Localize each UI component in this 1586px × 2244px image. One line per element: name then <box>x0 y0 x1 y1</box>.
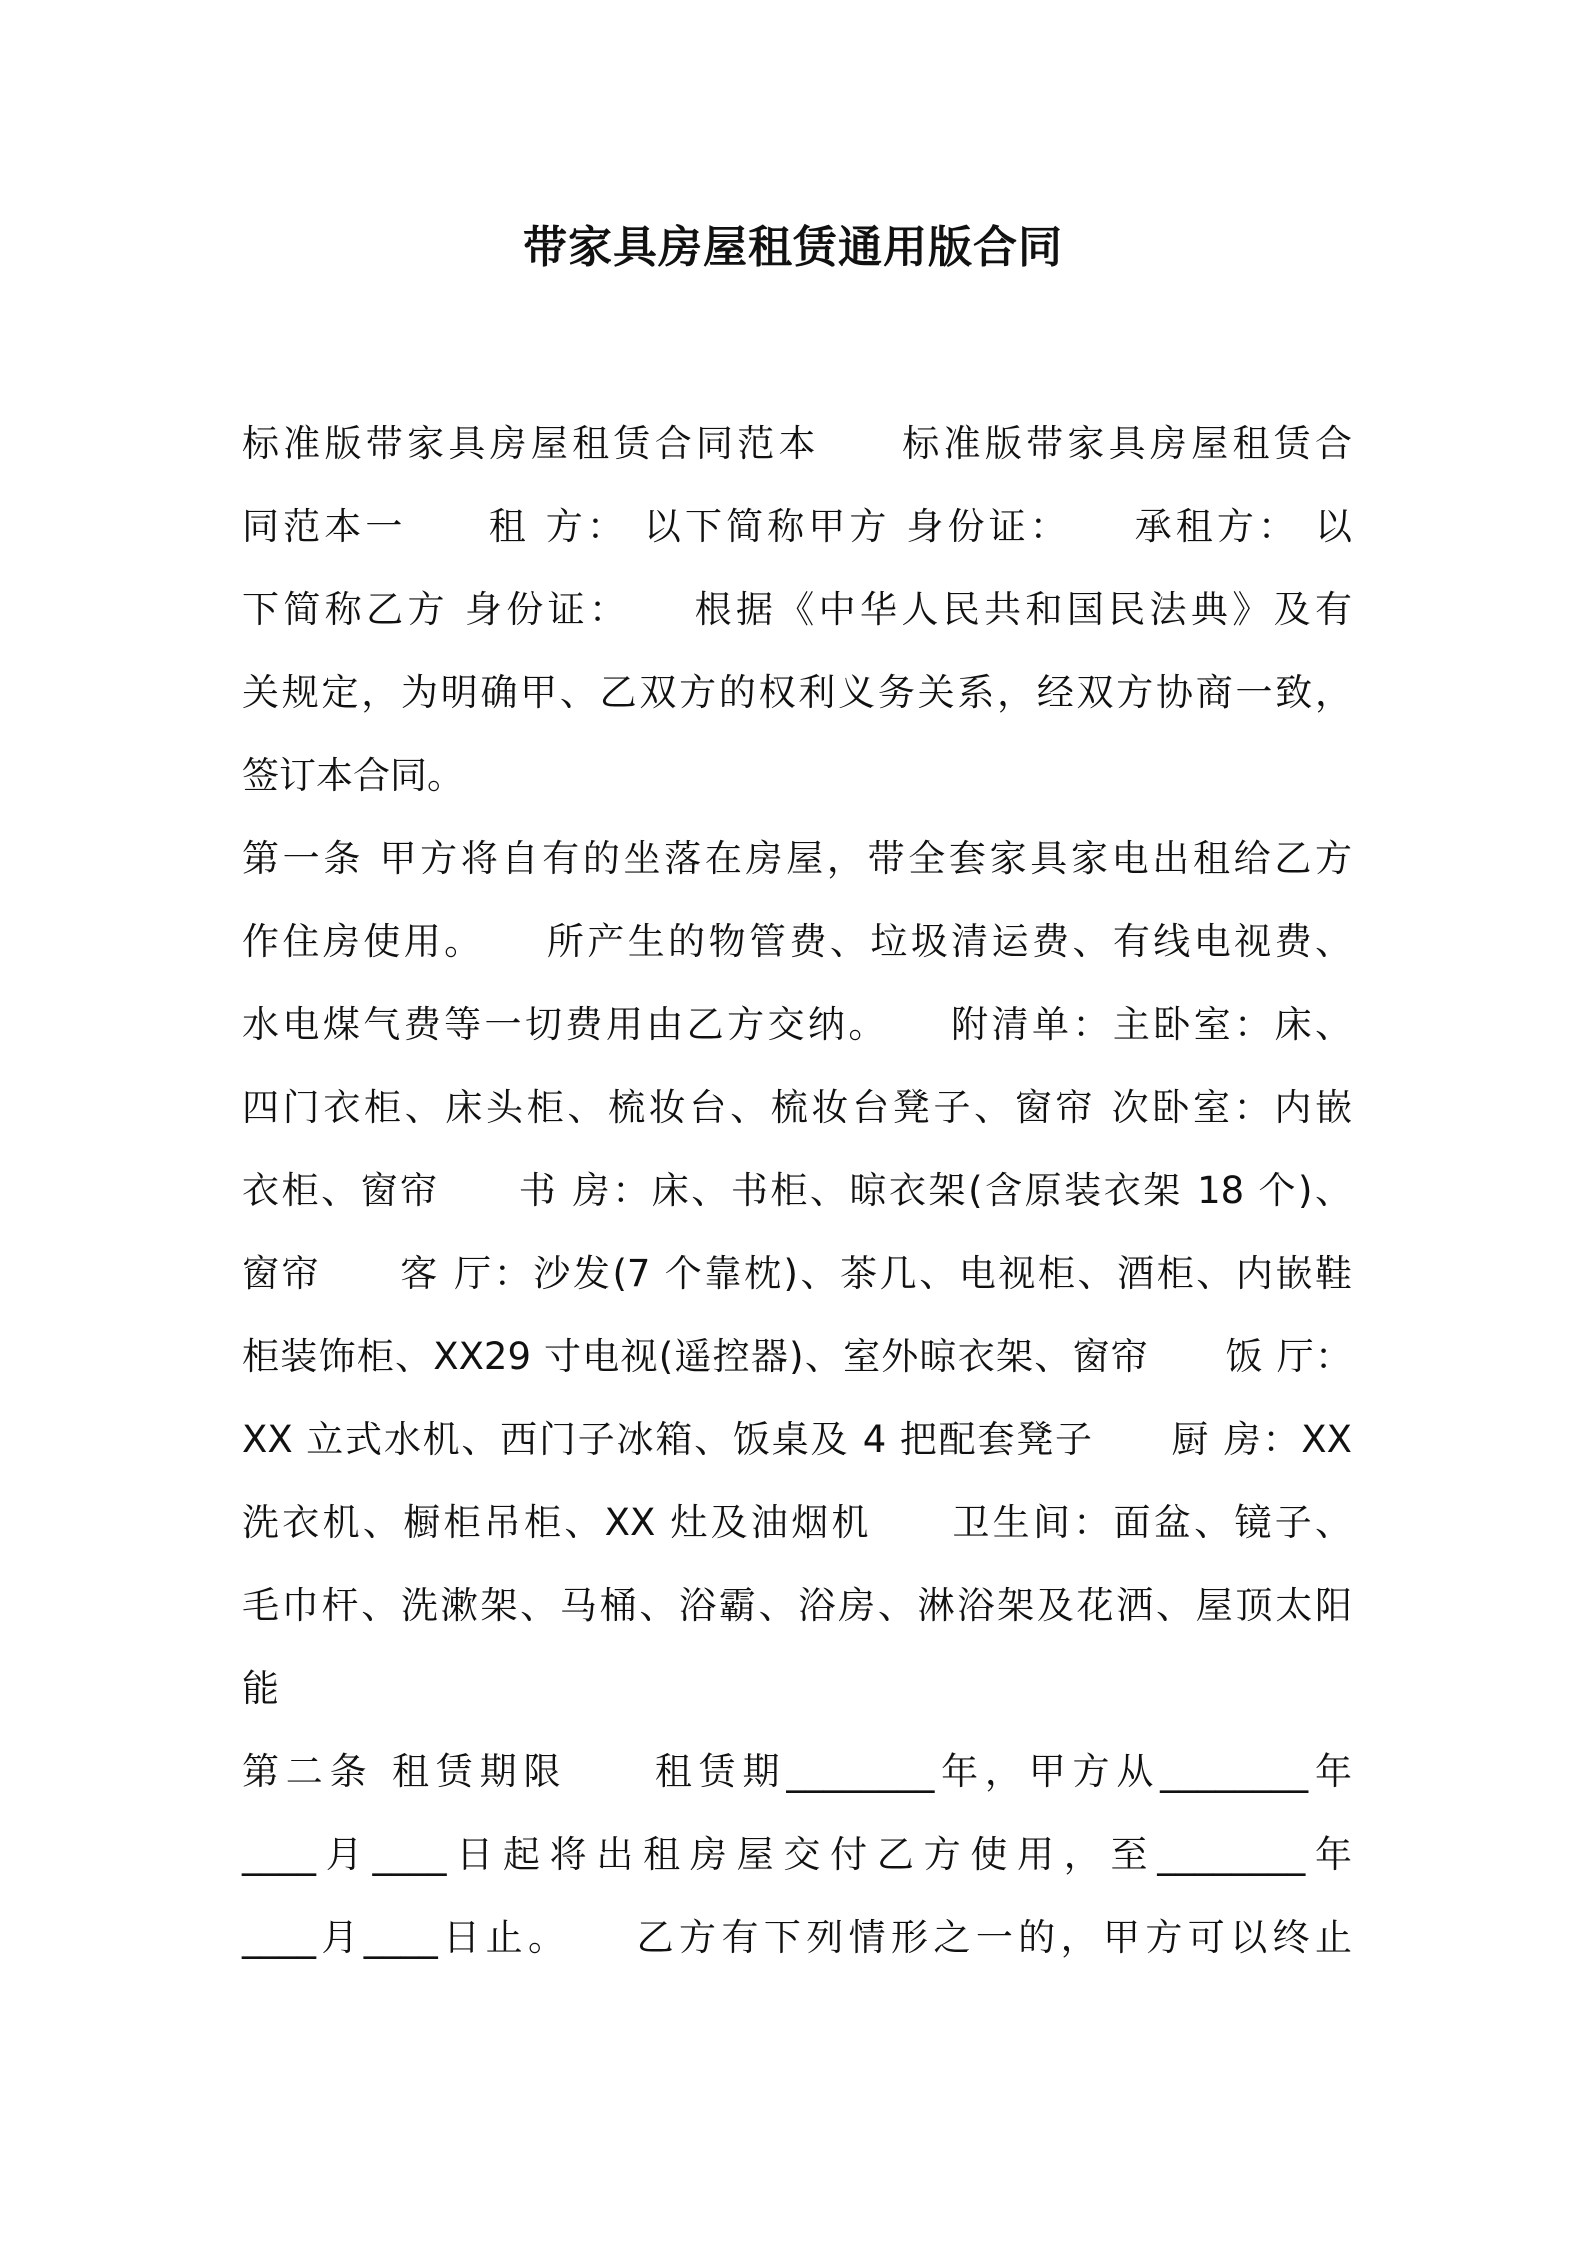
document-body <box>242 402 1352 1979</box>
body-line: 第二条 租赁期限 租赁期________年，甲方从________年 <box>242 1750 1352 1793</box>
body-line: 标准版带家具房屋租赁合同范本 标准版带家具房屋租赁合 <box>242 422 1352 465</box>
body-line: 关规定，为明确甲、乙双方的权利义务关系，经双方协商一致， <box>242 671 1352 714</box>
body-line: 窗帘 客 厅：沙发(7 个靠枕)、茶几、电视柜、酒柜、内嵌鞋 <box>242 1252 1352 1295</box>
body-line: 能 <box>242 1667 279 1710</box>
body-line: 签订本合同。 <box>242 754 464 797</box>
body-line: 衣柜、窗帘 书 房：床、书柜、晾衣架(含原装衣架 18 个)、 <box>242 1169 1352 1212</box>
body-line: 柜装饰柜、XX29 寸电视(遥控器)、室外晾衣架、窗帘 饭 厅： <box>242 1335 1352 1378</box>
body-line: 洗衣机、橱柜吊柜、XX 灶及油烟机 卫生间：面盆、镜子、 <box>242 1501 1352 1544</box>
body-line: 水电煤气费等一切费用由乙方交纳。 附清单：主卧室：床、 <box>242 1003 1352 1046</box>
body-line: 四门衣柜、床头柜、梳妆台、梳妆台凳子、窗帘 次卧室：内嵌 <box>242 1086 1352 1129</box>
body-line: 第一条 甲方将自有的坐落在房屋，带全套家具家电出租给乙方 <box>242 837 1352 880</box>
body-line: ____月____日止。 乙方有下列情形之一的，甲方可以终止 <box>242 1916 1352 1959</box>
body-line: XX 立式水机、西门子冰箱、饭桌及 4 把配套凳子 厨 房：XX <box>242 1418 1352 1461</box>
body-line: 下简称乙方 身份证： 根据《中华人民共和国民法典》及有 <box>242 588 1352 631</box>
body-line: 作住房使用。 所产生的物管费、垃圾清运费、有线电视费、 <box>242 920 1352 963</box>
body-line: ____月____日起将出租房屋交付乙方使用，至________年 <box>242 1833 1352 1876</box>
body-line: 毛巾杆、洗漱架、马桶、浴霸、浴房、淋浴架及花洒、屋顶太阳 <box>242 1584 1352 1627</box>
document-title: 带家具房屋租赁通用版合同 <box>523 222 1063 273</box>
body-line: 同范本一 租 方： 以下简称甲方 身份证： 承租方： 以 <box>242 505 1352 548</box>
